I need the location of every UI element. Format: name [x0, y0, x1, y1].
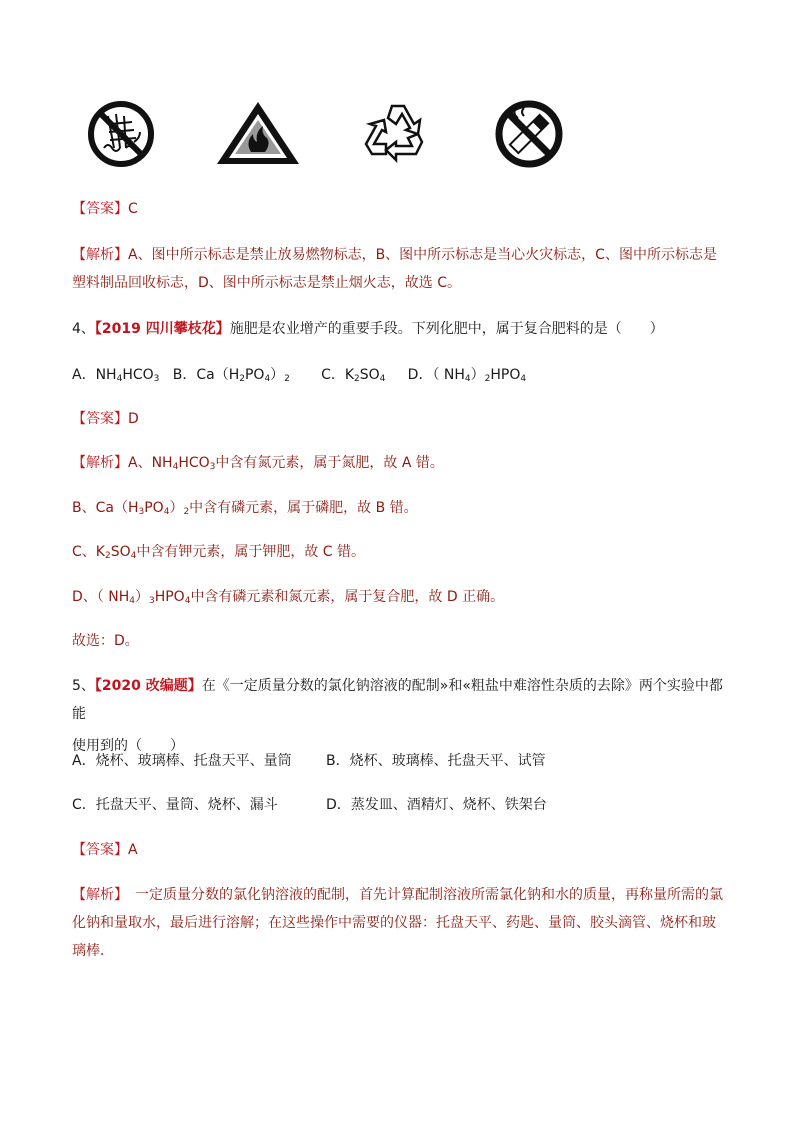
answer-label: 【答案】 — [72, 201, 128, 217]
answer-label: 【答案】 — [72, 842, 128, 858]
q4-analysis-a: 【解析】A、$NH_4HCO_3$中含有氮元素，属于氮肥，故 A 错。 — [72, 455, 444, 472]
option-b: B．$Ca(H_2PO_4)_2$ — [172, 367, 290, 384]
q5-question — [72, 672, 732, 760]
fire-warning-icon — [213, 98, 303, 168]
no-firework-icon — [76, 98, 166, 168]
question-source: 【2020 改编题】 — [94, 678, 202, 694]
option-c: C．$K_2SO_4$ — [321, 367, 386, 384]
analysis-text: 化钠和量取水，最后进行溶解；在这些操作中需要的仪器：托盘天平、药匙、量筒、胶头滴管、烧杯和玻 — [72, 915, 716, 931]
question-stem: 使用到的（ ） — [72, 738, 184, 754]
q4-analysis-d: D、（ $NH_4)_3HPO_4$中含有磷元素和氮元素，属于复合肥，故 D 正确。 — [72, 589, 505, 606]
q4-conclusion: 故选：D。 — [72, 633, 139, 649]
safety-signs-row — [0, 98, 794, 170]
q5-answer — [72, 839, 734, 861]
question-number: 4、 — [72, 321, 95, 337]
q3-analysis — [72, 241, 732, 297]
option-c: C．托盘天平、量筒、烧杯、漏斗 — [72, 797, 278, 813]
option-a: A．$NH_4HCO_3$ — [72, 367, 160, 384]
q4-analysis-b: B、$Ca(H_3PO_4)_2$中含有磷元素，属于磷肥，故 B 错。 — [72, 500, 418, 517]
question-number: 5、 — [72, 678, 95, 694]
analysis-label: 【解析】 — [72, 247, 128, 263]
option-d: D．蒸发皿、酒精灯、烧杯、铁架台 — [326, 797, 547, 813]
question-stem: 施肥是农业增产的重要手段。下列化肥中，属于复合肥料的是（ ） — [229, 321, 664, 337]
answer-value: D — [128, 411, 139, 427]
q4-answer — [72, 408, 734, 430]
answer-value: A — [128, 842, 138, 858]
answer-label: 【答案】 — [72, 411, 128, 427]
option-a: A．烧杯、玻璃棒、托盘天平、量筒 — [72, 753, 292, 769]
analysis-text: 一定质量分数的氯化钠溶液的配制，首先计算配制溶液所需氯化钠和水的质量，再称量所需的氯 — [121, 887, 723, 903]
option-d: D．（ $NH_4)_2HPO_4$ — [407, 367, 527, 384]
analysis-label: 【解析】 — [72, 887, 121, 903]
option-b: B．烧杯、玻璃棒、托盘天平、试管 — [326, 753, 546, 769]
analysis-text: A、图中所示标志是禁止放易燃物标志，B、图中所示标志是当心火灾标志，C、图中所示标志是 — [128, 247, 717, 263]
analysis-text: 璃棒． — [72, 943, 114, 959]
q3-answer — [72, 198, 734, 220]
q4-question — [72, 318, 734, 340]
recycle-icon — [352, 98, 442, 168]
question-source: 【2019 四川攀枝花】 — [94, 321, 230, 337]
question-stem: 在《一定质量分数的氯化钠溶液的配制»和«粗盐中难溶性杂质的去除》两个实验中都能 — [72, 678, 723, 722]
analysis-label: 【解析】 — [72, 455, 128, 471]
analysis-text: 塑料制品回收标志，D、图中所示标志是禁止烟火志，故选 C。 — [72, 275, 462, 291]
no-smoking-icon — [484, 98, 574, 168]
q4-options — [72, 364, 734, 386]
q4-analysis-c: C、$K_2SO_4$中含有钾元素，属于钾肥，故 C 错。 — [72, 544, 366, 561]
answer-value: C — [128, 201, 138, 217]
q5-analysis — [72, 881, 732, 965]
